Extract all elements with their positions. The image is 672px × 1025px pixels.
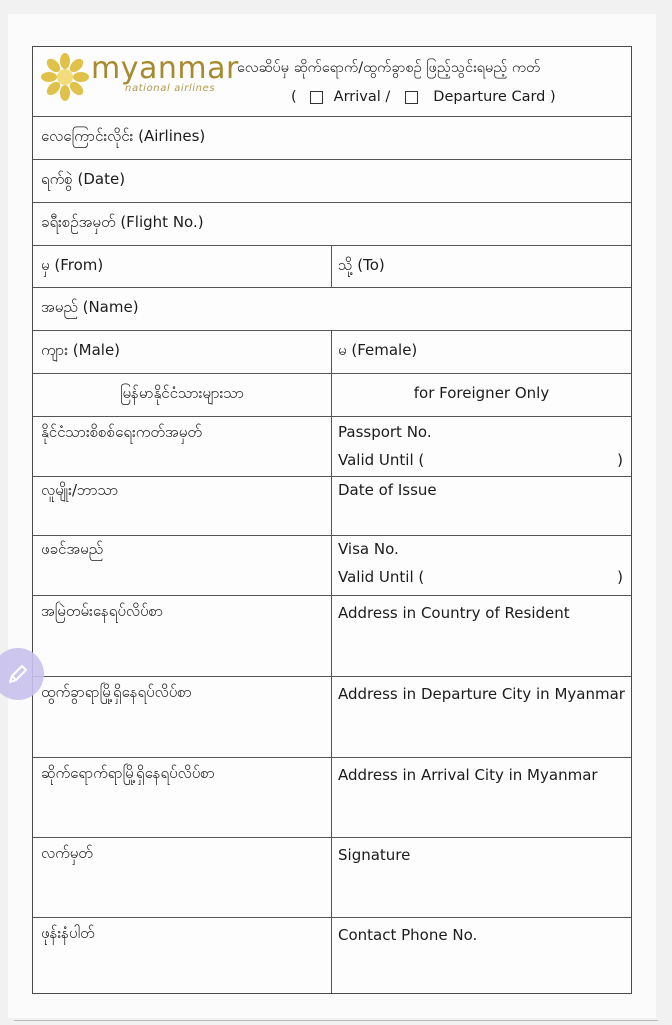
nrc-label: နိုင်ငံသားစိစစ်ရေးကတ်အမှတ် (41, 423, 202, 441)
arrival-checkbox[interactable] (310, 91, 323, 104)
departure-city-address-mm-label: ထွက်ခွာရာမြို့ရှိနေရပ်လိပ်စာ (41, 683, 192, 701)
visa-valid-until-close: ) (617, 568, 623, 586)
departure-city-address-field[interactable] (332, 677, 631, 757)
resident-address-row (33, 596, 631, 677)
signature-mm-field[interactable] (33, 838, 332, 917)
father-name-label: ဖခင်အမည် (41, 540, 104, 558)
female-field[interactable] (332, 331, 631, 373)
flight-row[interactable] (33, 203, 631, 246)
arrival-address-row (33, 758, 631, 838)
date-of-issue-label: Date of Issue (338, 481, 437, 499)
arrival-city-address-label: Address in Arrival City in Myanmar (338, 766, 598, 784)
brand-subtitle: national airlines (125, 83, 216, 94)
myanmar-flower-logo-icon (41, 53, 89, 101)
visa-label: Visa No. (338, 540, 399, 558)
nrc-passport-row (33, 417, 631, 477)
arrival-city-address-field[interactable] (332, 758, 631, 837)
departure-checkbox[interactable] (405, 91, 418, 104)
page-edge (14, 1020, 658, 1021)
departure-address-row (33, 677, 631, 758)
race-field[interactable] (33, 477, 332, 535)
father-name-field[interactable] (33, 536, 332, 595)
arrival-departure-card (32, 46, 632, 994)
header-row (33, 47, 631, 117)
phone-row (33, 918, 631, 993)
signature-label: Signature (338, 846, 411, 864)
arrival-city-address-mm-field[interactable] (33, 758, 332, 837)
to-field[interactable] (332, 246, 631, 287)
contact-phone-label: Contact Phone No. (338, 926, 478, 944)
phone-mm-field[interactable] (33, 918, 332, 993)
female-label: မ (Female) (338, 341, 418, 359)
card-type-selector (291, 89, 556, 105)
foreigner-heading: for Foreigner Only (413, 384, 550, 402)
from-field[interactable] (33, 246, 332, 287)
arrival-city-address-mm-label: ဆိုက်ရောက်ရာမြို့ရှိနေရပ်လိပ်စာ (41, 764, 215, 782)
from-to-row (33, 246, 631, 288)
signature-mm-label: လက်မှတ် (41, 844, 93, 862)
signature-field[interactable] (332, 838, 631, 917)
contact-phone-field[interactable] (332, 918, 631, 993)
male-field[interactable] (33, 331, 332, 373)
brand-name: myanmar (91, 51, 239, 86)
departure-city-address-mm-field[interactable] (33, 677, 332, 757)
passport-label: Passport No. (338, 423, 432, 441)
nrc-field[interactable] (33, 417, 332, 476)
section-heading-row (33, 374, 631, 417)
valid-until-label: Valid Until ( (338, 451, 425, 469)
arrival-label: Arrival / (333, 89, 391, 105)
valid-until-close: ) (617, 451, 623, 469)
race-label: လူမျိုး/ဘာသာ (41, 481, 119, 499)
myanmar-citizen-heading: မြန်မာနိုင်ငံသားများသာ (119, 384, 245, 402)
date-label: ရက်စွဲ (Date) (41, 170, 126, 188)
departure-label: Departure Card ) (433, 89, 556, 105)
airlines-label: လေကြောင်းလိုင်း (Airlines) (41, 127, 206, 145)
permanent-address-label: အမြဲတမ်းနေရပ်လိပ်စာ (41, 602, 164, 620)
name-row[interactable] (33, 288, 631, 331)
father-visa-row (33, 536, 631, 596)
date-row[interactable] (33, 160, 631, 203)
date-of-issue-field[interactable] (332, 477, 631, 535)
departure-city-address-label: Address in Departure City in Myanmar (338, 685, 625, 703)
male-label: ကျား (Male) (41, 341, 121, 359)
airlines-row[interactable] (33, 117, 631, 160)
passport-field[interactable] (332, 417, 631, 476)
resident-address-field[interactable] (332, 596, 631, 676)
signature-row (33, 838, 631, 918)
gender-row (33, 331, 631, 374)
card-title: လေဆိပ်မှ ဆိုက်ရောက်/ထွက်ခွာစဉ် ဖြည့်သွင်းရမည့် ကတ် (237, 60, 541, 76)
visa-field[interactable] (332, 536, 631, 595)
from-label: မှ (From) (41, 256, 104, 274)
phone-mm-label: ဖုန်းနံပါတ် (41, 924, 95, 942)
open-paren: ( (291, 89, 297, 105)
name-label: အမည် (Name) (41, 298, 139, 316)
resident-address-label: Address in Country of Resident (338, 604, 570, 622)
flight-label: ခရီးစဉ်အမှတ် (Flight No.) (41, 213, 204, 231)
visa-valid-until-label: Valid Until ( (338, 568, 425, 586)
pen-icon (6, 662, 30, 686)
permanent-address-field[interactable] (33, 596, 332, 676)
to-label: သို့ (To) (338, 256, 385, 274)
race-issue-row (33, 477, 631, 536)
